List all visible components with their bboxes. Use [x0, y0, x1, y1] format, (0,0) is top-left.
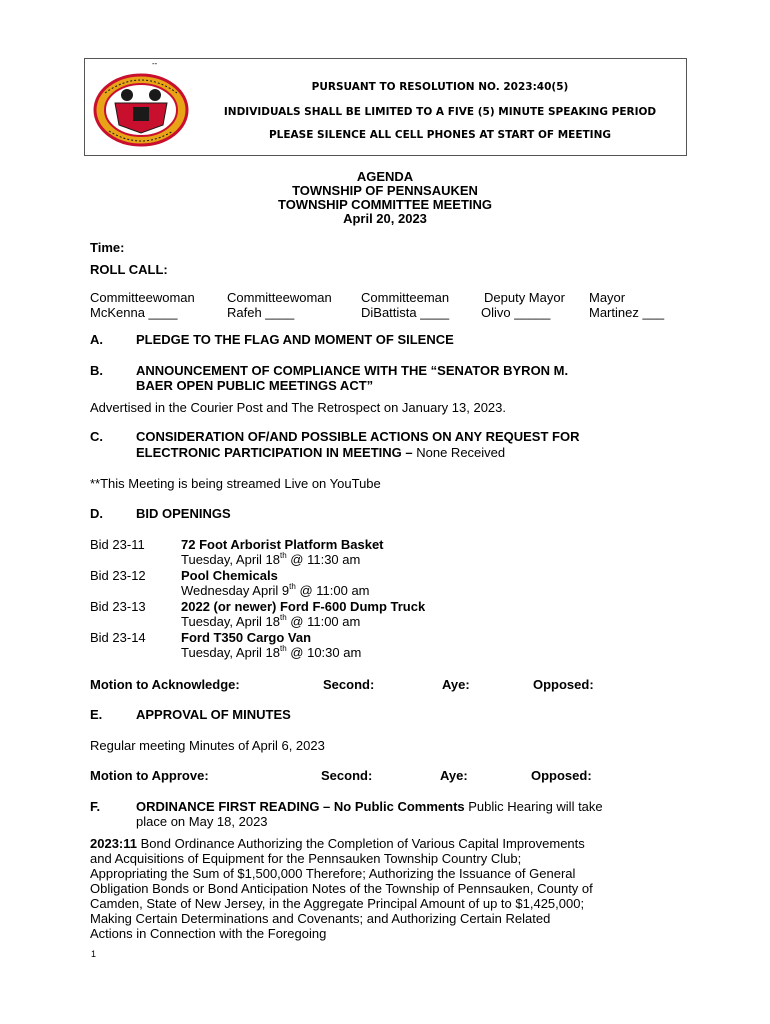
motion-approve-aye: Aye: — [440, 768, 468, 783]
motion-approve-label: Motion to Approve: — [90, 768, 209, 783]
page-number: 1 — [91, 949, 97, 959]
notice-line-silence-phones: PLEASE SILENCE ALL CELL PHONES AT START OF MEETING — [268, 129, 611, 141]
ordinance-line-1 — [90, 836, 585, 851]
bid-time-text: @ 11:00 am — [286, 614, 361, 629]
bid-id: Bid 23-14 — [90, 630, 146, 645]
section-f-letter: F. — [90, 799, 101, 814]
section-b-note: Advertised in the Courier Post and The Retrospect on January 13, 2023. — [90, 400, 507, 415]
township-seal-icon — [93, 73, 189, 147]
bid-date-text: Tuesday, April 18 — [181, 614, 280, 629]
meeting-date: April 20, 2023 — [343, 211, 427, 226]
bid-id: Bid 23-13 — [90, 599, 146, 614]
section-f-title-line1 — [136, 799, 603, 814]
ordinance-line-6: Making Certain Determinations and Covenants; and Authorizing Certain Related — [90, 911, 551, 926]
section-c-title-line1: CONSIDERATION OF/AND POSSIBLE ACTIONS ON ANY REQUEST FOR — [136, 429, 580, 444]
motion-approve-opposed: Opposed: — [531, 768, 592, 783]
section-e-title: APPROVAL OF MINUTES — [136, 707, 291, 722]
township-name: TOWNSHIP OF PENNSAUKEN — [292, 183, 478, 198]
roll-call-role-3: Committeeman — [361, 290, 450, 305]
bid-date-suffix: th — [289, 582, 296, 591]
motion-acknowledge-aye: Aye: — [442, 677, 470, 692]
bid-time-text: @ 11:30 am — [286, 552, 361, 567]
roll-call-name-1: McKenna ____ — [90, 305, 178, 320]
agenda-title: AGENDA — [356, 169, 414, 184]
bid-date-text: Wednesday April 9 — [181, 583, 290, 598]
roll-call-role-4: Deputy Mayor — [484, 290, 565, 305]
motion-acknowledge-second: Second: — [323, 677, 375, 692]
bid-id: Bid 23-12 — [90, 568, 146, 583]
section-c-title-line2: ELECTRONIC PARTICIPATION IN MEETING – — [136, 445, 413, 460]
roll-call-name-3: DiBattista ____ — [361, 305, 450, 320]
ordinance-text-1: Bond Ordinance Authorizing the Completion of Various Capital Improvements — [137, 836, 585, 851]
section-e-note: Regular meeting Minutes of April 6, 2023 — [90, 738, 325, 753]
roll-call-role-1: Committeewoman — [90, 290, 195, 305]
section-a-letter: A. — [90, 332, 103, 347]
section-e-letter: E. — [90, 707, 103, 722]
bid-time-text: @ 11:00 am — [295, 583, 370, 598]
section-b-title-line2: BAER OPEN PUBLIC MEETINGS ACT” — [136, 378, 374, 393]
bid-date-text: Tuesday, April 18 — [181, 645, 280, 660]
bid-date-text: Tuesday, April 18 — [181, 552, 280, 567]
section-c-status: None Received — [412, 445, 506, 460]
ordinance-line-4: Obligation Bonds or Bond Anticipation Notes of the Township of Pennsauken, County of — [90, 881, 593, 896]
time-label: Time: — [90, 240, 125, 255]
motion-acknowledge-label: Motion to Acknowledge: — [90, 677, 240, 692]
bid-item: Pool Chemicals — [181, 568, 278, 583]
ordinance-line-3: Appropriating the Sum of $1,500,000 Therefore; Authorizing the Issuance of General — [90, 866, 576, 881]
ordinance-line-2: and Acquisitions of Equipment for the Pennsauken Township Country Club; — [90, 851, 522, 866]
roll-call-name-5: Martinez ___ — [589, 305, 665, 320]
roll-call-name-4: Olivo _____ — [481, 305, 551, 320]
bid-date-suffix: th — [280, 613, 287, 622]
bid-id: Bid 23-11 — [90, 537, 145, 552]
bid-item: 2022 (or newer) Ford F-600 Dump Truck — [181, 599, 426, 614]
section-d-letter: D. — [90, 506, 103, 521]
bid-item: 72 Foot Arborist Platform Basket — [181, 537, 384, 552]
section-f-title-rest: Public Hearing will take — [464, 799, 603, 814]
notice-box — [84, 58, 687, 156]
section-a-title: PLEDGE TO THE FLAG AND MOMENT OF SILENCE — [136, 332, 454, 347]
section-d-title: BID OPENINGS — [136, 506, 231, 521]
roll-call-name-2: Rafeh ____ — [227, 305, 295, 320]
meeting-name: TOWNSHIP COMMITTEE MEETING — [277, 197, 493, 212]
bid-date — [181, 583, 370, 598]
bid-date — [181, 614, 360, 629]
bid-time-text: @ 10:30 am — [286, 645, 362, 660]
section-f-title: ORDINANCE FIRST READING – No Public Comments — [136, 799, 465, 814]
motion-acknowledge-opposed: Opposed: — [533, 677, 594, 692]
roll-call-label: ROLL CALL: — [90, 262, 168, 277]
roll-call-role-2: Committeewoman — [227, 290, 332, 305]
ordinance-line-5: Camden, State of New Jersey, in the Aggregate Principal Amount of up to $1,425,000; — [90, 896, 585, 911]
section-b-letter: B. — [90, 363, 103, 378]
motion-approve-second: Second: — [321, 768, 373, 783]
section-f-line2: place on May 18, 2023 — [136, 814, 268, 829]
ordinance-line-7: Actions in Connection with the Foregoing — [90, 926, 327, 941]
notice-line-resolution: PURSUANT TO RESOLUTION NO. 2023:40(5) — [311, 81, 569, 93]
section-c-title-line2-wrap — [136, 445, 505, 460]
bid-date — [181, 645, 361, 660]
ordinance-number: 2023:11 — [90, 836, 137, 851]
section-b-title-line1: ANNOUNCEMENT OF COMPLIANCE WITH THE “SENATOR BYRON M. — [136, 363, 569, 378]
roll-call-role-5: Mayor — [589, 290, 626, 305]
notice-line-speaking-limit: INDIVIDUALS SHALL BE LIMITED TO A FIVE (5) MINUTE SPEAKING PERIOD — [223, 106, 657, 118]
stream-note: **This Meeting is being streamed Live on YouTube — [90, 476, 381, 491]
header-tick: -- — [152, 59, 158, 68]
section-c-letter: C. — [90, 429, 103, 444]
bid-date — [181, 552, 360, 567]
bid-item: Ford T350 Cargo Van — [181, 630, 312, 645]
bid-date-suffix: th — [280, 644, 287, 653]
bid-date-suffix: th — [280, 551, 287, 560]
